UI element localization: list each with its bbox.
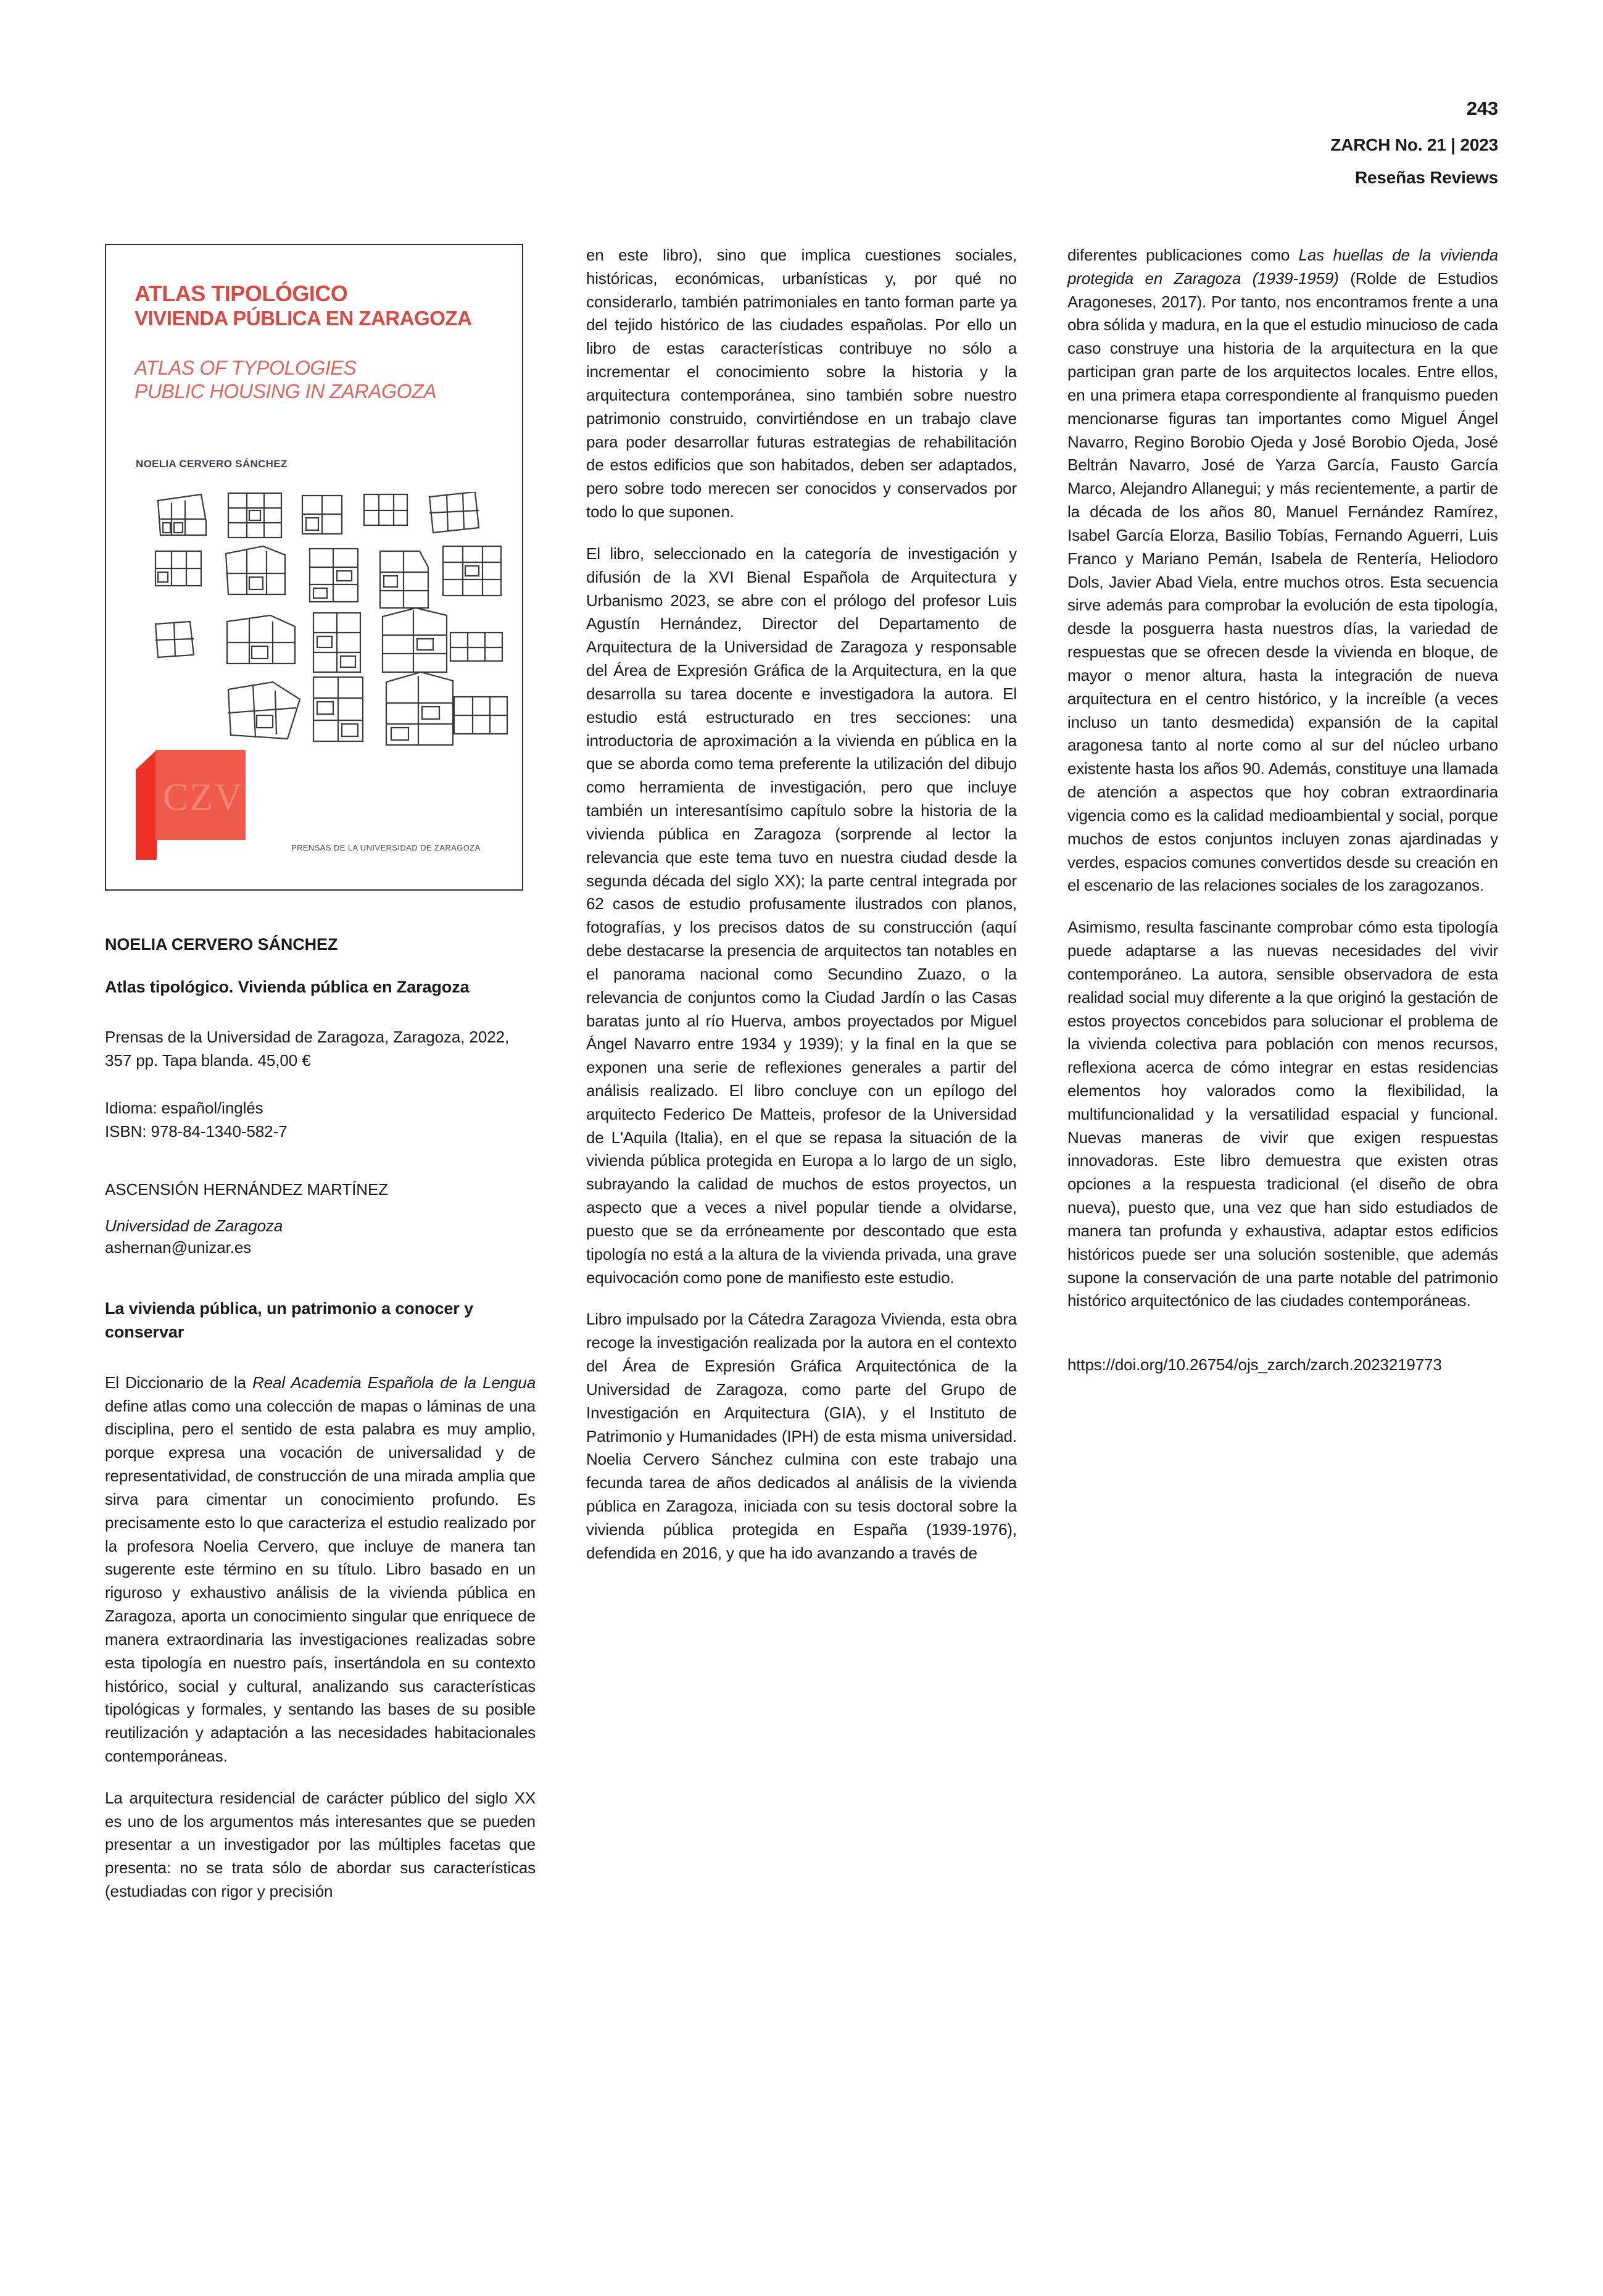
page-header: [1330, 99, 1498, 186]
column-3: [1067, 244, 1498, 1903]
cover-title-english: [135, 356, 510, 404]
column-1: [105, 244, 536, 1903]
cover-publisher-imprint: PRENSAS DE LA UNIVERSIDAD DE ZARAGOZA: [291, 843, 481, 852]
paragraph-text: define atlas como una colección de mapas o láminas de una disciplina, pero el sentido de esta palabra es muy amplio, porque expresa una vocación de universalidad y de representatividad, de construcción de una mirada amplia que sirva para cimentar un conocimiento profundo. Es precisamente esto lo que caracteriza el estudio realizado por la profesora Noelia Cervero, que incluye de manera tan sugerente este término en su título. Libro basado en un riguroso y exhaustivo análisis de la vivienda pública en Zaragoza, aporta un conocimiento singular que enriquece de manera extraordinaria las investigaciones realizadas sobre esta tipología en nuestro país, insertándola en su contexto histórico, social y cultural, analizando sus características tipológicas y formales, y sentando las bases de su posible reutilización y adaptación a las necesidades habitacionales contemporáneas.: [105, 1396, 536, 1765]
paragraph: [1067, 244, 1498, 897]
book-title: Atlas tipológico. Vivienda pública en Zaragoza: [105, 978, 470, 996]
czv-logo: [136, 750, 246, 860]
column-2: [586, 244, 1017, 1903]
czv-logo-side: [136, 750, 157, 860]
book-author: NOELIA CERVERO SÁNCHEZ: [105, 935, 338, 954]
section-label: Reseñas Reviews: [1354, 168, 1498, 187]
paragraph-text: diferentes publicaciones como: [1067, 246, 1299, 264]
book-isbn: ISBN: 978-84-1340-582-7: [105, 1121, 288, 1141]
review-headline: La vivienda pública, un patrimonio a conocer y conservar: [105, 1299, 474, 1342]
page-number: 243: [1466, 98, 1498, 119]
cover-author-name: NOELIA CERVERO SÁNCHEZ: [136, 458, 288, 470]
doi-link[interactable]: https://doi.org/10.26754/ojs_zarch/zarch.2023219773: [1067, 1355, 1442, 1375]
cover-title-english-line2: PUBLIC HOUSING IN ZARAGOZA: [135, 380, 437, 403]
reviewer-email[interactable]: ashernan@unizar.es: [105, 1238, 252, 1257]
reviewer-name: ASCENSIÓN HERNÁNDEZ MARTÍNEZ: [105, 1180, 388, 1199]
paragraph: La arquitectura residencial de carácter público del siglo XX es uno de los argumentos más interesantes que se pueden presentar a un investigador por las múltiples facetas que presenta: no se trata sólo de abordar sus características (estudiadas con rigor y precisión: [105, 1788, 536, 1901]
paragraph: en este libro), sino que implica cuestiones sociales, históricas, económicas, urbanísticas y, por qué no considerarlo, también patrimoniales en tanto forman parte ya del tejido histórico de las ciudades españolas. Por ello un libro de estas características contribuye no sólo a incrementar el conocimiento sobre la historia y la arquitectura contemporánea, sino también sobre nuestro patrimonio construido, convirtiéndose en un trabajo clave para poder desarrollar futuras estrategias de rehabilitación de estos edificios que son habitados, deben ser adaptados, pero sobre todo merecen ser conocidos y conservados por todo lo que suponen.: [586, 246, 1017, 522]
book-publication-info: Prensas de la Universidad de Zaragoza, Zaragoza, 2022, 357 pp. Tapa blanda. 45,00 €: [105, 1028, 510, 1070]
paragraph: El libro, seleccionado en la categoría de investigación y difusión de la XVI Bienal Española de Arquitectura y Urbanismo 2023, se abre con el prólogo del profesor Luis Agustín Hernández, Director del Departamento de Arquitectura de la Universidad de Zaragoza y responsable del Área de Expresión Gráfica de la Arquitectura, en la que desarrolla su tarea docente e investigadora la autora. El estudio está estructurado en tres secciones: una introductoria de aproximación a la vivienda en pública en la que se aborda como tema preferente la utilización del dibujo como herramienta de investigación, pero que incluye también un interesantísimo capítulo sobre la historia de la vivienda pública en Zaragoza (sorprende al lector la relevancia que este tema tuvo en nuestra ciudad desde la segunda década del siglo XX); la parte central integrada por 62 casos de estudio profusamente ilustrados con planos, fotografías, y los precisos datos de su construcción (aquí debe destacarse la presencia de arquitectos tan notables en el panorama nacional como Secundino Zuazo, o la relevancia de conjuntos como la Ciudad Jardín o las Casas baratas junto al río Huerva, ambos proyectados por Miguel Ángel Navarro entre 1934 y 1939); y la final en la que se exponen una serie de reflexiones generales a partir del análisis realizado. El libro concluye con un epílogo del arquitecto Federico De Matteis, profesor de la Universidad de L'Aquila (Italia), en el que se repasa la situación de la vivienda pública protegida en Europa a lo largo de un siglo, subrayando la calidad de muchos de estos proyectos, un aspecto que a veces a nivel popular tiende a olvidarse, puesto que se da erróneamente por descontado que esta tipología no está a la altura de la vivienda privada, una grave equivocación como pone de manifiesto este estudio.: [586, 544, 1017, 1287]
cover-title-spanish: [135, 281, 510, 331]
paragraph-text: El Diccionario de la: [105, 1373, 253, 1392]
cover-title-english-line1: ATLAS OF TYPOLOGIES: [135, 357, 357, 379]
paragraph-text: (Rolde de Estudios Aragoneses, 2017). Por tanto, nos encontramos frente a una obra sólida y madura, en la que el estudio minucioso de cada caso construye una historia de la arquitectura en la que participan gran parte de los arquitectos locales. Entre ellos, en una primera etapa correspondiente al franquismo pueden mencionarse figuras tan importantes como Miguel Ángel Navarro, Regino Borobio Ojeda y José Borobio Ojeda, José Beltrán Navarro, José de Yarza García, Fausto García Marco, Alejandro Allanegui; y más recientemente, a partir de la década de los años 80, Manuel Fernández Ramírez, Isabel García Elorza, Basilio Tobías, Fernando Aguerri, Luis Franco y Mariano Pemán, Isabela de Rentería, Heliodoro Dols, Javier Abad Viela, entre muchos otros. Esta secuencia sirve además para comprobar la evolución de esta tipología, desde la posguerra hasta nuestros días, la variedad de respuestas que se ofrecen desde la vivienda en bloque, de mayor o menor altura, hasta la integración de nueva arquitectura en el centro histórico, y la increíble (a veces incluso un tanto desmedida) expansión de la capital aragonesa tanto al norte como al sur del núcleo urbano existente hasta los años 90. Además, constituye una llamada de atención a aspectos que hoy cobran extraordinaria vigencia como es la calidad medioambiental y social, porque muchos de estos conjuntos incluyen zonas ajardinadas y verdes, espacios comunes convertidos desde su creación en el escenario de las relaciones sociales de los zaragozanos.: [1067, 268, 1498, 895]
emphasis-text: Real Academia Española de la Lengua: [252, 1373, 536, 1392]
cover-title-spanish-line1: ATLAS TIPOLÓGICO: [135, 281, 348, 306]
czv-logo-text: CZV: [163, 776, 243, 818]
paragraph: Libro impulsado por la Cátedra Zaragoza Vivienda, esta obra recoge la investigación realizada por la autora en el contexto del Área de Expresión Gráfica Arquitectónica de la Universidad de Zaragoza, como parte del Grupo de Investigación en Arquitectura (GIA), y el Instituto de Patrimonio y Humanidades (IPH) de esta misma universidad. Noelia Cervero Sánchez culmina con este trabajo una fecunda tarea de años dedicados al análisis de la vivienda pública en Zaragoza, iniciada con su tesis doctoral sobre la vivienda pública protegida en España (1939-1976), defendida en 2016, y que ha ido avanzando a través de: [586, 1310, 1017, 1562]
cover-title-spanish-line2: VIVIENDA PÚBLICA EN ZARAGOZA: [135, 307, 472, 330]
emphasis-text: Las huellas de la vivienda protegida en Zaragoza (1939-1959): [1067, 246, 1498, 288]
book-cover-image: [105, 244, 523, 891]
reviewer-affiliation: Universidad de Zaragoza: [105, 1217, 283, 1236]
journal-reference: ZARCH No. 21 | 2023: [1330, 135, 1498, 154]
paragraph: Asimismo, resulta fascinante comprobar cómo esta tipología puede adaptarse a las nuevas necesidades del vivir contemporáneo. La autora, sensible observadora de esta realidad social muy diferente a la que originó la gestación de estos proyectos concebidos para solucionar el problema de la vivienda colectiva para población con menos recursos, reflexiona acerca de cómo integrar en estas residencias elementos hoy valorados como la flexibilidad, la multifuncionalidad y la versatilidad espacial y funcional. Nuevas maneras de vivir que exigen respuestas innovadoras. Este libro demuestra que existen otras opciones a la respuesta tradicional (el diseño de obra nueva), puesto que, una vez que han sido estudiados de manera tan profunda y exhaustiva, adaptar estos edificios históricos puede ser una solución sostenible, que además supone la conservación de una parte notable del patrimonio histórico arquitectónico de las ciudades contemporáneas.: [1067, 918, 1498, 1310]
article-body: [105, 244, 1498, 1903]
paragraph: [105, 1371, 536, 1768]
book-language: Idioma: español/inglés: [105, 1099, 263, 1118]
